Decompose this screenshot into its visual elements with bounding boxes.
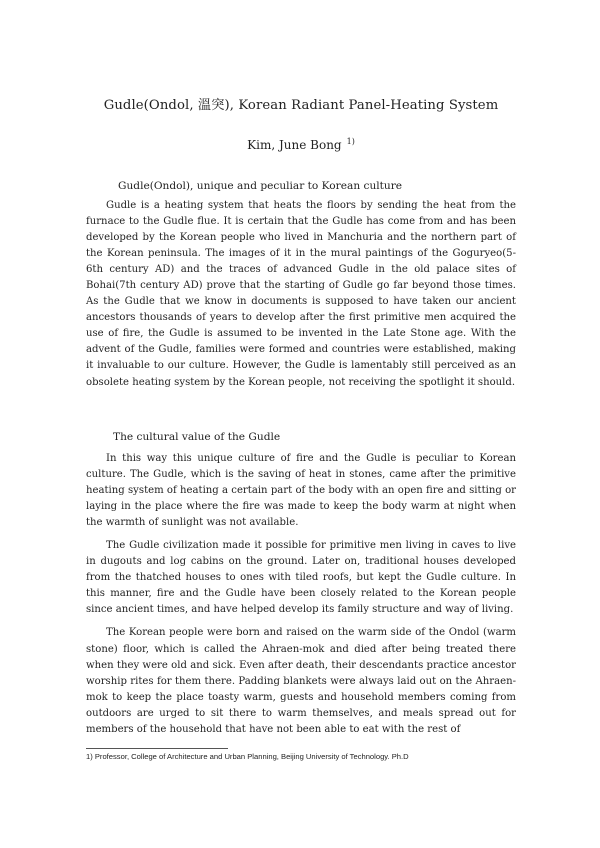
footnote: 1) Professor, College of Architecture and Urban Planning, Beijing University of Technology. Ph.D	[86, 752, 409, 761]
paper-title: Gudle(Ondol, 溫突), Korean Radiant Panel-Heating System	[103, 98, 499, 113]
section-body-2	[86, 451, 516, 745]
section-body-1	[86, 198, 516, 398]
section-heading-1: Gudle(Ondol), unique and peculiar to Korean culture	[118, 180, 403, 192]
author-line	[86, 137, 516, 152]
paragraph: The Korean people were born and raised on the warm side of the Ondol (warm stone) floor, which is called the Ahraen-mok and died after being treated there when they were old and sick. Even after death, their descendants practice ancestor worship rites for them there. Padding blankets were always laid out on the Ahraen-mok to keep the place toasty warm, guests and household members coming from outdoors are urged to sit there to warm themselves, and meals spread out for members of the household that have not been able to eat with the rest of	[86, 627, 516, 735]
footnote-divider	[86, 748, 228, 749]
section-heading-2: The cultural value of the Gudle	[113, 431, 281, 443]
paragraph: Gudle is a heating system that heats the floors by sending the heat from the furnace to the Gudle flue. It is certain that the Gudle has come from and has been developed by the Korean people who lived in Manchuria and the northern part of the Korean peninsula. The images of it in the mural paintings of the Goguryeo(5-6th century AD) and the traces of advanced Gudle in the old palace sites of Bohai(7th century AD) prove that the starting of Gudle go far beyond those times. As the Gudle that we know in documents is supposed to have taken our ancient ancestors thousands of years to develop after the first primitive men acquired the use of fire, the Gudle is assumed to be invented in the Late Stone age. With the advent of the Gudle, families were formed and countries were established, making it invaluable to our culture. However, the Gudle is lamentably still perceived as an obsolete heating system by the Korean people, not receiving the spotlight it should.	[86, 200, 516, 388]
author-name: Kim, June Bong	[247, 138, 342, 152]
paragraph: The Gudle civilization made it possible for primitive men living in caves to live in dugouts and log cabins on the ground. Later on, traditional houses developed from the thatched houses to ones with tiled roofs, but kept the Gudle culture. In this manner, fire and the Gudle have been closely related to the Korean people since ancient times, and have helped develop its family structure and way of living.	[86, 540, 516, 616]
author-footnote-mark: 1)	[346, 137, 355, 146]
paragraph: In this way this unique culture of fire and the Gudle is peculiar to Korean culture. The Gudle, which is the saving of heat in stones, came after the primitive heating system of heating a certain part of the body with an open fire and sitting or laying in the place where the fire was made to keep the body warm at night when the warmth of sunlight was not available.	[86, 453, 516, 529]
